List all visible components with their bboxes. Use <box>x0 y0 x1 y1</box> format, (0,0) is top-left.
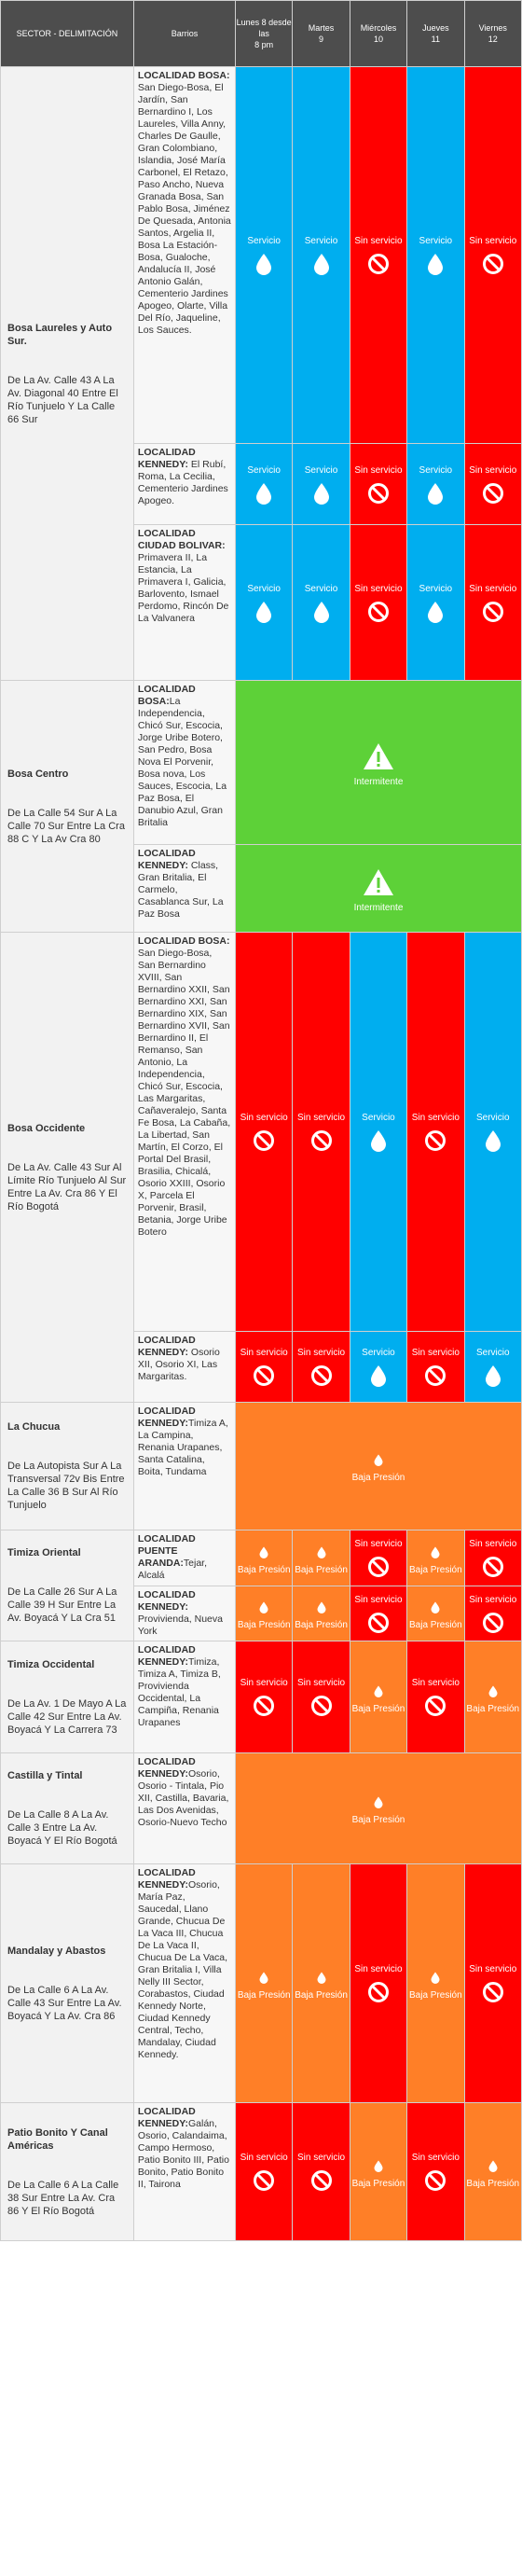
status-cell-baja <box>350 1641 406 1753</box>
no-service-icon <box>367 1612 390 1634</box>
barrios-list: Galán, Osorio, Calandaima, Campo Hermoso, Patio Bonito III, Patio Bonito, Patio Bonito II, Tairona <box>137 2118 229 2190</box>
status-label: Servicio <box>362 1348 395 1358</box>
status-label: Baja Presión <box>351 1473 405 1483</box>
small-water-drop-icon <box>317 1601 326 1613</box>
no-service-icon <box>424 2169 446 2192</box>
localidad-label: LOCALIDAD KENNEDY: <box>137 848 196 871</box>
small-water-drop-icon <box>259 1546 268 1558</box>
barrios-cell <box>133 933 235 1332</box>
status-cell-sin <box>464 1530 521 1586</box>
barrios-cell <box>133 525 235 681</box>
status-label: Sin servicio <box>469 1594 517 1605</box>
barrios-cell <box>133 1403 235 1530</box>
status-label: Sin servicio <box>354 1964 403 1974</box>
status-cell-servicio <box>407 444 464 525</box>
small-water-drop-icon <box>259 1972 268 1984</box>
no-service-icon <box>310 1364 333 1387</box>
status-cell-inter <box>235 845 521 933</box>
sector-delimitation: De La Av. Calle 43 A La Av. Diagonal 40 Entre El Río Tunjuelo Y La Calle 66 Sur <box>7 374 118 425</box>
barrios-list: Timiza, Timiza A, Timiza B, Provivienda Occidental, La Campiña, Renania Urapanes <box>137 1656 221 1728</box>
small-water-drop-icon <box>317 1972 326 1984</box>
no-service-icon <box>424 1129 446 1152</box>
status-cell-sin <box>464 1864 521 2103</box>
barrios-cell <box>133 1332 235 1403</box>
water-drop-icon <box>370 1129 387 1152</box>
localidad-label: LOCALIDAD PUENTE ARANDA: <box>137 1533 196 1569</box>
status-cell-sin <box>293 2103 350 2241</box>
barrios-list: Class, Gran Britalia, El Carmelo, Casablanca Sur, La Paz Bosa <box>137 860 224 920</box>
status-cell-sin <box>464 525 521 681</box>
water-drop-icon <box>255 253 272 275</box>
barrios-list: La Independencia, Chicó Sur, Escocia, Jorge Uribe Botero, San Pedro, Bosa Nova El Porvenir, Bosa nova, Los Sauces, Escocia, La Paz Bosa, El Danubio Azul, Gran Britalia <box>137 696 227 828</box>
barrios-cell <box>133 1753 235 1864</box>
status-cell-servicio <box>350 933 406 1332</box>
status-cell-sin <box>407 1332 464 1403</box>
localidad-label: LOCALIDAD CIUDAD BOLIVAR: <box>137 528 226 551</box>
status-cell-sin <box>350 525 406 681</box>
status-label: Sin servicio <box>469 583 517 594</box>
status-label: Sin servicio <box>296 1678 346 1688</box>
warning-icon <box>363 868 394 896</box>
status-label: Baja Presión <box>351 1703 405 1714</box>
status-label: Baja Presión <box>351 1815 405 1825</box>
barrios-cell <box>133 681 235 845</box>
localidad-label: LOCALIDAD BOSA: <box>137 70 230 81</box>
barrios-cell <box>133 1641 235 1753</box>
no-service-icon <box>482 482 504 505</box>
status-label: Sin servicio <box>240 1348 288 1358</box>
sector-name: Bosa Laureles y Auto Sur. <box>7 322 113 347</box>
status-label: Baja Presión <box>237 1620 291 1630</box>
status-cell-sin <box>464 444 521 525</box>
no-service-icon <box>482 601 504 623</box>
table-row <box>1 67 522 444</box>
localidad-label: LOCALIDAD KENNEDY: <box>137 1867 196 1890</box>
status-cell-sin <box>350 67 406 444</box>
status-label: Baja Presión <box>408 1620 462 1630</box>
status-cell-sin <box>235 933 292 1332</box>
status-cell-sin <box>293 933 350 1332</box>
sector-name: La Chucua <box>7 1421 61 1433</box>
localidad-label: LOCALIDAD KENNEDY: <box>137 1406 196 1429</box>
status-cell-baja <box>235 1530 292 1586</box>
localidad-label: LOCALIDAD KENNEDY: <box>137 2106 196 2129</box>
status-label: Intermitente <box>353 777 404 787</box>
status-label: Sin servicio <box>354 1594 403 1605</box>
status-label: Baja Presión <box>408 1564 462 1575</box>
sector-cell <box>1 1641 134 1753</box>
status-cell-baja <box>407 1530 464 1586</box>
localidad-label: LOCALIDAD KENNEDY: <box>137 447 196 470</box>
no-service-icon <box>367 1981 390 2003</box>
small-water-drop-icon <box>374 1454 383 1466</box>
status-cell-servicio <box>293 525 350 681</box>
small-water-drop-icon <box>317 1546 326 1558</box>
no-service-icon <box>253 1695 275 1717</box>
status-cell-sin <box>350 1864 406 2103</box>
status-cell-servicio <box>235 525 292 681</box>
no-service-icon <box>310 1129 333 1152</box>
barrios-list: Osorio, Osorio - Tintala, Pio XII, Castilla, Bavaria, Las Dos Avenidas, Osorio-Nuevo Techo <box>137 1768 229 1828</box>
status-cell-baja <box>350 2103 406 2241</box>
table-row <box>1 1530 522 1586</box>
status-cell-sin <box>235 2103 292 2241</box>
status-label: Sin servicio <box>296 2153 346 2163</box>
status-cell-servicio <box>293 444 350 525</box>
water-drop-icon <box>313 601 330 623</box>
no-service-icon <box>424 1695 446 1717</box>
status-label: Servicio <box>419 464 453 476</box>
no-service-icon <box>482 253 504 275</box>
status-cell-sin <box>464 67 521 444</box>
small-water-drop-icon <box>374 2160 383 2172</box>
barrios-list: Provivienda, Nueva York <box>137 1613 223 1637</box>
status-label: Sin servicio <box>354 464 403 476</box>
status-cell-sin <box>464 1586 521 1641</box>
status-cell-baja <box>464 1641 521 1753</box>
status-cell-sin <box>350 1586 406 1641</box>
no-service-icon <box>424 1364 446 1387</box>
status-label: Sin servicio <box>469 464 517 476</box>
status-label: Baja Presión <box>466 2178 520 2189</box>
status-cell-sin <box>293 1641 350 1753</box>
water-drop-icon <box>427 601 444 623</box>
status-cell-baja <box>235 1586 292 1641</box>
no-service-icon <box>482 1981 504 2003</box>
water-drop-icon <box>485 1129 501 1152</box>
barrios-list: Osorio XII, Osorio XI, Las Margaritas. <box>137 1347 220 1382</box>
status-label: Baja Presión <box>466 1703 520 1714</box>
sector-name: Patio Bonito Y Canal Américas <box>7 2126 108 2152</box>
sector-name: Castilla y Tintal <box>7 1770 83 1781</box>
barrios-list: San Diego-Bosa, San Bernardino XVIII, San Bernardino XXII, San Bernardino XXI, San Bernardino XIX, San Bernardino XVII, San Bernardino II, El Remanso, San Antonio, La Independencia, Chicó Sur, Escocia, Las Margaritas, Cañaveralejo, Santa Fe Bosa, La Cabaña, La Libertad, San Martín, El Corzo, El Portal Del Brasil, Brasilia, Chicalá, Osorio XXIII, Osorio X, Parcela El Porvenir, Brasil, Betania, Jorge Uribe Botero <box>137 948 231 1238</box>
water-drop-icon <box>485 1364 501 1387</box>
table-row <box>1 681 522 845</box>
status-cell-servicio <box>235 444 292 525</box>
water-drop-icon <box>427 482 444 505</box>
status-label: Servicio <box>247 583 281 594</box>
sector-name: Timiza Oriental <box>7 1547 81 1558</box>
barrios-cell <box>133 67 235 444</box>
no-service-icon <box>367 253 390 275</box>
sector-cell <box>1 681 134 933</box>
status-label: Baja Presión <box>237 1989 291 2001</box>
sector-cell <box>1 933 134 1403</box>
small-water-drop-icon <box>488 2160 498 2172</box>
status-cell-sin <box>407 933 464 1332</box>
warning-icon <box>363 742 394 770</box>
sector-name: Timiza Occidental <box>7 1658 95 1670</box>
status-label: Sin servicio <box>240 2153 288 2163</box>
sector-cell <box>1 67 134 681</box>
no-service-icon <box>367 601 390 623</box>
status-label: Servicio <box>362 1113 395 1123</box>
sector-name: Bosa Centro <box>7 768 69 780</box>
header-day-tuesday: Martes 9 <box>293 1 350 67</box>
barrios-cell <box>133 845 235 933</box>
status-label: Sin servicio <box>469 1539 517 1549</box>
status-label: Baja Presión <box>351 2178 405 2189</box>
status-cell-servicio <box>293 67 350 444</box>
header-day-friday: Viernes 12 <box>464 1 521 67</box>
table-row <box>1 2103 522 2241</box>
status-label: Sin servicio <box>240 1678 288 1688</box>
sector-cell <box>1 2103 134 2241</box>
sector-name: Mandalay y Abastos <box>7 1945 106 1957</box>
barrios-cell <box>133 444 235 525</box>
status-label: Baja Presión <box>408 1989 462 2001</box>
status-cell-sin <box>293 1332 350 1403</box>
status-cell-servicio <box>464 1332 521 1403</box>
header-barrios: Barrios <box>133 1 235 67</box>
status-cell-sin <box>235 1332 292 1403</box>
status-label: Sin servicio <box>354 583 403 594</box>
localidad-label: LOCALIDAD KENNEDY: <box>137 1589 196 1613</box>
status-label: Servicio <box>475 1348 510 1358</box>
status-cell-sin <box>350 444 406 525</box>
table-row <box>1 933 522 1332</box>
status-label: Servicio <box>475 1113 510 1123</box>
barrios-cell <box>133 2103 235 2241</box>
water-drop-icon <box>255 482 272 505</box>
status-cell-servicio <box>407 67 464 444</box>
status-label: Baja Presión <box>237 1564 291 1575</box>
status-label: Servicio <box>247 236 281 246</box>
water-drop-icon <box>427 253 444 275</box>
header-day-wednesday: Miércoles 10 <box>350 1 406 67</box>
no-service-icon <box>310 1695 333 1717</box>
status-label: Sin servicio <box>354 1539 403 1549</box>
no-service-icon <box>310 2169 333 2192</box>
sector-cell <box>1 1530 134 1641</box>
table-row <box>1 1403 522 1530</box>
sector-delimitation: De La Av. Calle 43 Sur Al Límite Río Tunjuelo Al Sur Entre La Av. Cra 86 Y El Río Bogotá <box>7 1161 127 1212</box>
table-row <box>1 1864 522 2103</box>
status-label: Baja Presión <box>295 1564 348 1575</box>
water-drop-icon <box>313 482 330 505</box>
barrios-cell <box>133 1586 235 1641</box>
sector-delimitation: De La Calle 6 A La Calle 38 Sur Entre La Av. Cra 86 Y El Río Bogotá <box>7 2179 119 2217</box>
status-cell-baja <box>464 2103 521 2241</box>
status-cell-sin <box>407 2103 464 2241</box>
no-service-icon <box>253 1364 275 1387</box>
sector-delimitation: De La Calle 54 Sur A La Calle 70 Sur Entre La Cra 88 C Y La Av Cra 80 <box>7 807 125 845</box>
status-label: Sin servicio <box>296 1348 346 1358</box>
header-day-thursday: Jueves 11 <box>407 1 464 67</box>
status-label: Servicio <box>304 236 338 246</box>
sector-name: Bosa Occidente <box>7 1122 86 1134</box>
status-cell-sin <box>407 1641 464 1753</box>
sector-delimitation: De La Calle 8 A La Av. Calle 3 Entre La Av. Boyacá Y El Río Bogotá <box>7 1809 117 1847</box>
barrios-cell <box>133 1864 235 2103</box>
status-label: Servicio <box>247 464 281 476</box>
sector-delimitation: De La Av. 1 De Mayo A La Calle 42 Sur Entre La Av. Boyacá Y La Carrera 73 <box>7 1697 127 1736</box>
sector-delimitation: De La Calle 6 A La Av. Calle 43 Sur Entre La Av. Boyacá Y La Av. Cra 86 <box>7 1984 122 2022</box>
status-cell-baja <box>293 1530 350 1586</box>
small-water-drop-icon <box>374 1796 383 1808</box>
localidad-label: LOCALIDAD KENNEDY: <box>137 1756 196 1780</box>
status-label: Servicio <box>419 583 453 594</box>
status-cell-servicio <box>407 525 464 681</box>
status-label: Sin servicio <box>411 1678 460 1688</box>
status-cell-baja <box>235 1864 292 2103</box>
status-label: Intermitente <box>353 903 404 913</box>
status-label: Sin servicio <box>411 2153 460 2163</box>
small-water-drop-icon <box>259 1601 268 1613</box>
status-cell-baja <box>407 1586 464 1641</box>
status-cell-sin <box>350 1530 406 1586</box>
status-cell-sin <box>235 1641 292 1753</box>
barrios-list: San Diego-Bosa, El Jardín, San Bernardino I, Los Laureles, Villa Anny, Charles De Gaulle, Gran Colombiano, Islandia, José María Carbonel, El Retazo, Paso Ancho, Nueva Granada Bosa, San Pablo Bosa, Jiménez De Quesada, Antonia Santos, Argelia II, Bosa La Estación-Bosa, Gualoche, Andalucía II, José Antonio Galán, Cementerio Jardines Apogeo, Olarte, Villa Del Río, Jaqueline, Los Sauces. <box>137 82 231 336</box>
sector-cell <box>1 1753 134 1864</box>
status-cell-servicio <box>235 67 292 444</box>
status-cell-inter <box>235 681 521 845</box>
no-service-icon <box>253 1129 275 1152</box>
table-row <box>1 1753 522 1864</box>
water-drop-icon <box>370 1364 387 1387</box>
status-label: Baja Presión <box>295 1989 348 2001</box>
status-cell-baja <box>235 1753 521 1864</box>
no-service-icon <box>482 1612 504 1634</box>
header-day-monday: Lunes 8 desde las 8 pm <box>235 1 292 67</box>
sector-delimitation: De La Calle 26 Sur A La Calle 39 H Sur Entre La Av. Boyacá Y La Cra 51 <box>7 1586 117 1624</box>
status-label: Sin servicio <box>411 1113 460 1123</box>
sector-cell <box>1 1403 134 1530</box>
status-cell-servicio <box>350 1332 406 1403</box>
barrios-cell <box>133 1530 235 1586</box>
header-sector: SECTOR - DELIMITACIÓN <box>1 1 134 67</box>
status-label: Servicio <box>304 464 338 476</box>
barrios-list: Osorio, María Paz, Saucedal, Llano Grande, Chucua De La Vaca III, Chucua De La Vaca II, Chucua De La Vaca, Gran Britalia I, Villa Nelly III Sector, Corabastos, Ciudad Kennedy Norte, Ciudad Kennedy Central, Techo, Mandalay, Ciudad Kennedy. <box>137 1879 228 2060</box>
small-water-drop-icon <box>431 1546 440 1558</box>
small-water-drop-icon <box>374 1685 383 1697</box>
status-cell-baja <box>407 1864 464 2103</box>
status-label: Sin servicio <box>469 1964 517 1974</box>
localidad-label: LOCALIDAD KENNEDY: <box>137 1644 196 1668</box>
status-label: Sin servicio <box>411 1348 460 1358</box>
localidad-label: LOCALIDAD BOSA: <box>137 935 230 947</box>
barrios-list: Timiza A, La Campina, Renania Urapanes, Santa Catalina, Boita, Tundama <box>137 1418 228 1477</box>
schedule-body <box>1 67 522 2241</box>
status-label: Baja Presión <box>295 1620 348 1630</box>
small-water-drop-icon <box>431 1601 440 1613</box>
water-drop-icon <box>255 601 272 623</box>
no-service-icon <box>253 2169 275 2192</box>
sector-cell <box>1 1864 134 2103</box>
status-cell-servicio <box>464 933 521 1332</box>
small-water-drop-icon <box>431 1972 440 1984</box>
small-water-drop-icon <box>488 1685 498 1697</box>
sector-delimitation: De La Autopista Sur A La Transversal 72v Bis Entre La Calle 36 B Sur Al Río Tunjuelo <box>7 1461 125 1511</box>
localidad-label: LOCALIDAD KENNEDY: <box>137 1335 196 1358</box>
status-cell-baja <box>293 1864 350 2103</box>
localidad-label: LOCALIDAD BOSA: <box>137 684 196 707</box>
table-row <box>1 1641 522 1753</box>
status-label: Sin servicio <box>296 1113 346 1123</box>
status-label: Sin servicio <box>354 236 403 246</box>
barrios-list: Tejar, Alcalá <box>137 1558 208 1581</box>
barrios-list: El Rubí, Roma, La Cecilia, Cementerio Jardines Apogeo. <box>137 459 228 506</box>
status-cell-baja <box>293 1586 350 1641</box>
status-label: Sin servicio <box>469 236 517 246</box>
no-service-icon <box>367 482 390 505</box>
water-drop-icon <box>313 253 330 275</box>
status-label: Servicio <box>419 236 453 246</box>
status-cell-baja <box>235 1403 521 1530</box>
no-service-icon <box>367 1556 390 1578</box>
header-row <box>1 1 522 67</box>
no-service-icon <box>482 1556 504 1578</box>
status-label: Sin servicio <box>240 1113 288 1123</box>
status-label: Servicio <box>304 583 338 594</box>
barrios-list: Primavera II, La Estancia, La Primavera I, Galicia, Barlovento, Ismael Perdomo, Rincón De La Valvanera <box>137 552 229 624</box>
